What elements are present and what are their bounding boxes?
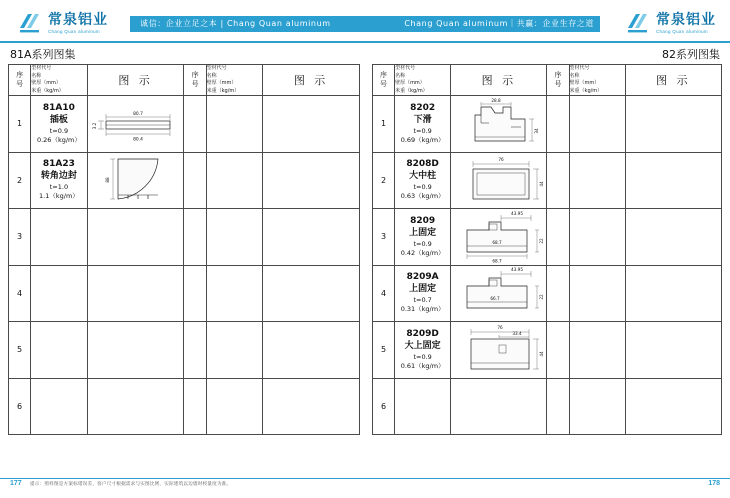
cell-spec <box>31 152 87 209</box>
svg-text:66.7: 66.7 <box>490 296 500 302</box>
header-cell-spec: 型材代号 名称 壁厚（mm） 米重（kg/m） <box>31 65 87 96</box>
cell-no-empty <box>184 265 206 322</box>
cell-spec <box>395 322 451 379</box>
page-number-left: 177 <box>10 480 22 487</box>
cell-no: 1 <box>373 96 395 153</box>
cell-no: 6 <box>373 378 395 435</box>
profile-name: 上固定 <box>409 227 437 238</box>
page-footer <box>0 478 730 498</box>
header-cell-figure: 图 示 <box>451 65 547 96</box>
header-cell-spec-2: 型材代号 名称 壁厚（mm） 米重（kg/m） <box>569 65 625 96</box>
table-row <box>373 322 722 379</box>
cell-figure <box>451 265 547 322</box>
cell-spec-empty <box>569 265 625 322</box>
svg-text:76: 76 <box>498 157 504 163</box>
profile-weight: 0.61（kg/m） <box>400 361 445 370</box>
table-row <box>9 378 360 435</box>
cell-spec <box>395 209 451 266</box>
svg-text:43.95: 43.95 <box>511 210 524 216</box>
svg-text:43.95: 43.95 <box>511 267 524 273</box>
table-header-row <box>9 65 360 96</box>
cell-spec <box>31 265 87 322</box>
cell-figure <box>87 322 184 379</box>
table-row <box>9 152 360 209</box>
cell-figure <box>451 209 547 266</box>
page-number-right: 178 <box>708 480 720 487</box>
cell-spec <box>31 322 87 379</box>
cell-figure-empty <box>625 96 721 153</box>
cell-figure-empty <box>625 152 721 209</box>
table-row <box>9 209 360 266</box>
profile-code: 81A10 <box>42 102 75 113</box>
cell-figure <box>451 322 547 379</box>
svg-text:44: 44 <box>539 181 545 187</box>
cell-figure-empty <box>625 265 721 322</box>
table-row <box>9 265 360 322</box>
svg-text:44: 44 <box>539 351 545 357</box>
profile-thickness: t=0.9 <box>49 126 69 135</box>
profile-weight: 0.26（kg/m） <box>36 135 81 144</box>
profile-code: 8209 <box>410 215 436 226</box>
header-cell-figure: 图 示 <box>87 65 184 96</box>
cell-spec <box>31 96 87 153</box>
header-cell-no: 序 号 <box>373 65 395 96</box>
cell-figure-empty <box>625 209 721 266</box>
profile-name: 大上固定 <box>404 340 441 351</box>
cell-figure <box>87 378 184 435</box>
cell-figure <box>87 265 184 322</box>
svg-text:33.4: 33.4 <box>512 330 522 336</box>
cell-figure <box>87 152 184 209</box>
cell-no-empty <box>184 378 206 435</box>
cell-no: 3 <box>373 209 395 266</box>
cell-spec-empty <box>206 209 262 266</box>
profile-weight: 1.1（kg/m） <box>39 192 79 201</box>
table-row <box>9 96 360 153</box>
cell-no: 3 <box>9 209 31 266</box>
svg-text:68.7: 68.7 <box>492 239 502 245</box>
profile-thickness: t=0.9 <box>413 239 432 248</box>
header-cell-no-2: 序 号 <box>547 65 569 96</box>
brand-logo-right <box>606 8 716 38</box>
profile-weight: 0.69（kg/m） <box>400 135 445 144</box>
profile-thickness: t=0.7 <box>413 296 432 305</box>
cell-spec-empty <box>569 96 625 153</box>
cell-figure <box>87 96 184 153</box>
brand-name-cn-right: 常泉铝业 <box>656 11 716 28</box>
cell-spec <box>395 265 451 322</box>
profile-name: 转角边封 <box>40 171 77 182</box>
cell-figure <box>451 96 547 153</box>
brand-name-en: Chang Quan aluminum <box>48 28 100 34</box>
page-header <box>0 0 730 44</box>
profile-weight: 0.42（kg/m） <box>400 248 445 257</box>
profile-weight: 0.31（kg/m） <box>400 305 445 314</box>
profile-code: 8209D <box>406 328 439 339</box>
cell-spec <box>395 378 451 435</box>
header-cell-spec: 型材代号 名称 壁厚（mm） 米重（kg/m） <box>395 65 451 96</box>
cell-figure-empty <box>263 265 360 322</box>
cell-no-empty <box>547 96 569 153</box>
cell-no-empty <box>547 322 569 379</box>
cell-figure-empty <box>263 152 360 209</box>
profile-code: 8208D <box>406 159 439 170</box>
profile-name: 大中柱 <box>409 171 437 182</box>
header-cell-no: 序 号 <box>9 65 31 96</box>
profile-code: 8209A <box>406 272 439 283</box>
profile-drawing-81a10 <box>88 97 184 151</box>
profile-code: 81A23 <box>42 159 75 170</box>
right-page <box>372 46 722 476</box>
brand-logo-left <box>18 8 128 38</box>
svg-text:88: 88 <box>104 177 110 183</box>
svg-text:34: 34 <box>534 128 540 134</box>
cell-spec-empty <box>569 209 625 266</box>
cell-spec-empty <box>206 96 262 153</box>
cell-spec-empty <box>206 152 262 209</box>
profile-name: 下滑 <box>413 114 432 125</box>
cell-figure <box>451 378 547 435</box>
table-row <box>373 378 722 435</box>
right-table-wrap <box>372 64 722 435</box>
cell-spec-empty <box>206 322 262 379</box>
cell-no-empty <box>184 322 206 379</box>
cell-spec <box>395 96 451 153</box>
profile-drawing-8202 <box>451 97 546 151</box>
cell-no-empty <box>547 152 569 209</box>
cell-figure-empty <box>263 322 360 379</box>
cell-spec-empty <box>206 265 262 322</box>
cell-figure <box>87 209 184 266</box>
cell-figure-empty <box>263 96 360 153</box>
footer-note: 提示：照样图是方案标错误差，客户尺寸根据需求与实图比例，实际建筑以边墙时校量度为准。 <box>30 482 232 487</box>
svg-text:80.4: 80.4 <box>132 137 143 143</box>
cell-figure-empty <box>625 378 721 435</box>
cell-spec-empty <box>569 152 625 209</box>
cell-spec <box>31 209 87 266</box>
header-slogan-right: Chang Quan aluminum｜共赢：企业生存之道 <box>404 19 594 28</box>
cell-no-empty <box>184 209 206 266</box>
svg-text:80.7: 80.7 <box>132 111 143 117</box>
header-cell-no-2: 序 号 <box>184 65 206 96</box>
cell-no: 5 <box>9 322 31 379</box>
brand-mark-icon <box>18 10 44 36</box>
profile-drawing-81a23 <box>88 153 184 207</box>
footer-divider <box>0 478 730 479</box>
profile-drawing-8209D <box>451 323 546 377</box>
svg-text:68.7: 68.7 <box>492 258 502 264</box>
left-profile-table <box>8 64 360 435</box>
cell-no: 1 <box>9 96 31 153</box>
cell-no: 2 <box>373 152 395 209</box>
brand-name-cn: 常泉铝业 <box>48 11 108 28</box>
cell-no: 5 <box>373 322 395 379</box>
svg-text:76: 76 <box>497 324 503 330</box>
svg-text:22: 22 <box>539 294 545 300</box>
header-divider <box>0 41 730 43</box>
table-row <box>373 265 722 322</box>
cell-spec-empty <box>569 378 625 435</box>
cell-spec <box>31 378 87 435</box>
table-header-row <box>373 65 722 96</box>
cell-no: 4 <box>9 265 31 322</box>
header-cell-figure-2: 图 示 <box>263 65 360 96</box>
cell-spec-empty <box>569 322 625 379</box>
svg-text:28.8: 28.8 <box>491 97 501 103</box>
profile-thickness: t=1.0 <box>49 183 69 192</box>
profile-name: 插板 <box>49 114 68 125</box>
profile-thickness: t=0.9 <box>413 352 432 361</box>
profile-thickness: t=0.9 <box>413 183 432 192</box>
profile-thickness: t=0.9 <box>413 126 432 135</box>
profile-drawing-8209A <box>451 266 546 320</box>
header-cell-spec-2: 型材代号 名称 壁厚（mm） 米重（kg/m） <box>206 65 262 96</box>
cell-no-empty <box>547 209 569 266</box>
profile-name: 上固定 <box>409 284 437 295</box>
cell-spec <box>395 152 451 209</box>
cell-no-empty <box>547 378 569 435</box>
cell-no: 4 <box>373 265 395 322</box>
profile-code: 8202 <box>410 102 436 113</box>
brand-name-en-right: Chang Quan aluminum <box>656 28 708 34</box>
brand-mark-icon-right <box>626 10 652 36</box>
left-page-title: 81A系列图集 <box>10 48 76 61</box>
left-table-wrap <box>8 64 360 435</box>
cell-figure-empty <box>263 378 360 435</box>
cell-no-empty <box>547 265 569 322</box>
cell-figure <box>451 152 547 209</box>
profile-drawing-8208D <box>451 153 546 207</box>
cell-spec-empty <box>206 378 262 435</box>
svg-text:3.2: 3.2 <box>91 122 97 130</box>
header-cell-figure-2: 图 示 <box>625 65 721 96</box>
cell-no: 6 <box>9 378 31 435</box>
cell-no: 2 <box>9 152 31 209</box>
cell-no-empty <box>184 96 206 153</box>
table-row <box>373 209 722 266</box>
cell-figure-empty <box>625 322 721 379</box>
cell-figure-empty <box>263 209 360 266</box>
right-profile-table <box>372 64 722 435</box>
profile-weight: 0.63（kg/m） <box>400 192 445 201</box>
table-row <box>373 96 722 153</box>
right-page-title: 82系列图集 <box>662 48 720 61</box>
cell-no-empty <box>184 152 206 209</box>
header-slogan-left: 诚信：企业立足之本 | Chang Quan aluminum <box>140 19 331 28</box>
svg-text:22: 22 <box>539 238 545 244</box>
table-row <box>373 152 722 209</box>
left-page <box>8 46 360 476</box>
table-row <box>9 322 360 379</box>
profile-drawing-8209 <box>451 210 546 264</box>
